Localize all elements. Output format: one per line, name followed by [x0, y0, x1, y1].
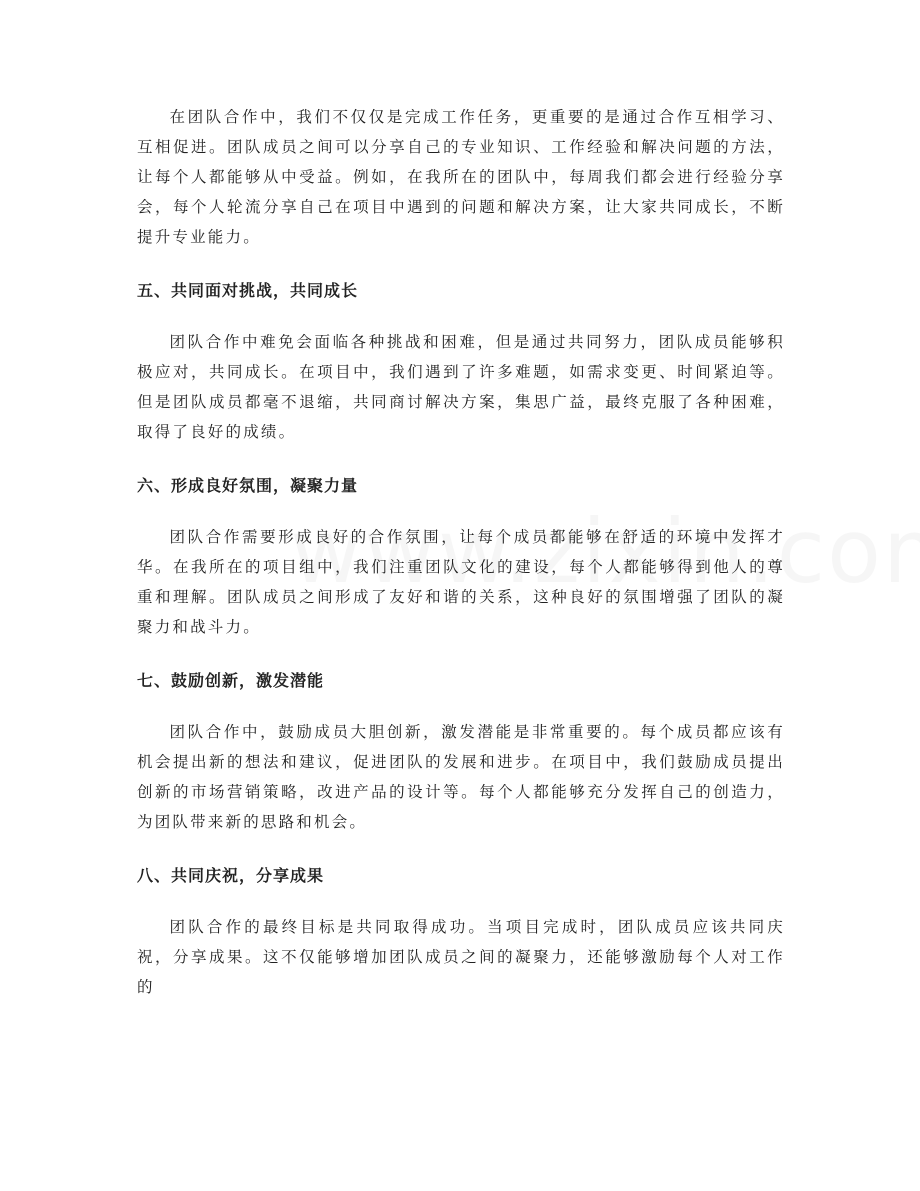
paragraph-atmosphere: 团队合作需要形成良好的合作氛围，让每个成员都能够在舒适的环境中发挥才华。在我所在的项目组中，我们注重团队文化的建设，每个人都能够得到他人的尊重和理解。团队成员之间形成了友好和谐的关系，这种良好的氛围增强了团队的凝聚力和战斗力。 — [137, 528, 785, 636]
paragraph-team-learning: 在团队合作中，我们不仅仅是完成工作任务，更重要的是通过合作互相学习、互相促进。团队成员之间可以分享自己的专业知识、工作经验和解决问题的方法，让每个人都能够从中受益。例如，在我所在的团队中，每周我们都会进行经验分享会，每个人轮流分享自己在项目中遇到的问题和解决方案，让大家共同成长，不断提升专业能力。 — [137, 108, 785, 246]
heading-section-8: 八、共同庆祝，分享成果 — [137, 866, 325, 885]
heading-section-7: 七、鼓励创新，激发潜能 — [137, 671, 325, 690]
paragraph-celebration: 团队合作的最终目标是共同取得成功。当项目完成时，团队成员应该共同庆祝，分享成果。这不仅能够增加团队成员之间的凝聚力，还能够激励每个人对工作的 — [137, 918, 785, 996]
paragraph-innovation: 团队合作中，鼓励成员大胆创新，激发潜能是非常重要的。每个成员都应该有机会提出新的想法和建议，促进团队的发展和进步。在项目中，我们鼓励成员提出创新的市场营销策略，改进产品的设计等。每个人都能够充分发挥自己的创造力，为团队带来新的思路和机会。 — [137, 723, 785, 831]
heading-section-5: 五、共同面对挑战，共同成长 — [137, 281, 359, 300]
heading-section-6: 六、形成良好氛围，凝聚力量 — [137, 476, 359, 495]
paragraph-challenges: 团队合作中难免会面临各种挑战和困难，但是通过共同努力，团队成员能够积极应对，共同成长。在项目中，我们遇到了许多难题，如需求变更、时间紧迫等。但是团队成员都毫不退缩，共同商讨解决方案，集思广益，最终克服了各种困难，取得了良好的成绩。 — [137, 333, 785, 441]
document-body — [137, 102, 785, 1002]
